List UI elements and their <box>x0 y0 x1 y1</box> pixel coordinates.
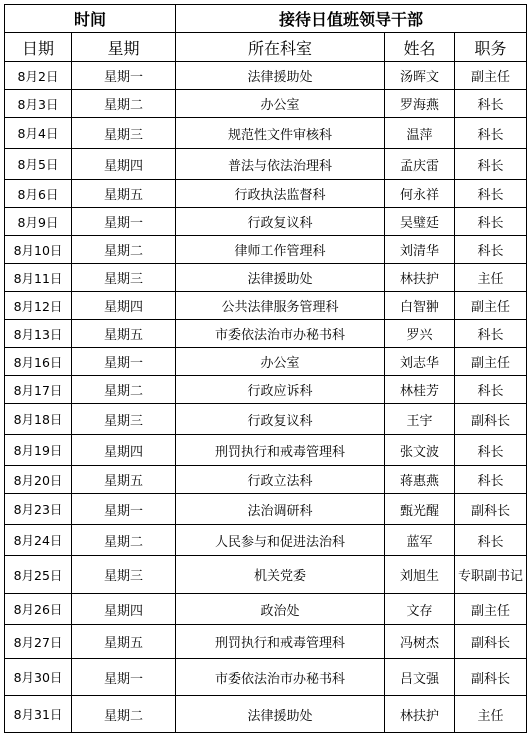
department-cell: 行政复议科 <box>176 208 385 236</box>
name-cell: 刘清华 <box>385 236 455 264</box>
title-cell: 科长 <box>455 236 527 264</box>
name-cell: 文存 <box>385 594 455 625</box>
name-cell: 温萍 <box>385 118 455 149</box>
table-row <box>5 435 527 466</box>
date-cell: 8月30日 <box>5 659 72 696</box>
table-row <box>5 696 527 733</box>
weekday-cell: 星期四 <box>72 292 176 320</box>
department-cell: 法律援助处 <box>176 62 385 90</box>
name-cell: 孟庆雷 <box>385 149 455 180</box>
weekday-cell: 星期二 <box>72 236 176 264</box>
title-cell: 主任 <box>455 696 527 733</box>
table-row <box>5 90 527 118</box>
weekday-cell: 星期五 <box>72 320 176 348</box>
weekday-cell: 星期四 <box>72 594 176 625</box>
title-cell: 科长 <box>455 466 527 494</box>
table-row <box>5 208 527 236</box>
date-cell: 8月3日 <box>5 90 72 118</box>
title-cell: 副主任 <box>455 292 527 320</box>
weekday-cell: 星期一 <box>72 208 176 236</box>
weekday-cell: 星期一 <box>72 348 176 376</box>
weekday-cell: 星期三 <box>72 404 176 435</box>
department-cell: 人民参与和促进法治科 <box>176 525 385 556</box>
weekday-cell: 星期二 <box>72 525 176 556</box>
date-cell: 8月10日 <box>5 236 72 264</box>
weekday-cell: 星期二 <box>72 90 176 118</box>
date-cell: 8月17日 <box>5 376 72 404</box>
date-cell: 8月5日 <box>5 149 72 180</box>
title-cell: 副主任 <box>455 348 527 376</box>
date-cell: 8月2日 <box>5 62 72 90</box>
date-column-header: 日期 <box>5 33 72 62</box>
date-cell: 8月27日 <box>5 625 72 659</box>
table-row <box>5 376 527 404</box>
title-cell: 科长 <box>455 376 527 404</box>
duty-leader-header: 接待日值班领导干部 <box>176 5 527 33</box>
date-cell: 8月16日 <box>5 348 72 376</box>
department-cell: 规范性文件审核科 <box>176 118 385 149</box>
department-cell: 行政复议科 <box>176 404 385 435</box>
department-cell: 办公室 <box>176 348 385 376</box>
name-cell: 张文波 <box>385 435 455 466</box>
title-cell: 副科长 <box>455 659 527 696</box>
department-cell: 法治调研科 <box>176 494 385 525</box>
department-cell: 机关党委 <box>176 556 385 594</box>
date-cell: 8月19日 <box>5 435 72 466</box>
time-header: 时间 <box>5 5 176 33</box>
department-cell: 法律援助处 <box>176 696 385 733</box>
title-cell: 科长 <box>455 180 527 208</box>
title-cell: 科长 <box>455 208 527 236</box>
name-cell: 甄光醒 <box>385 494 455 525</box>
name-cell: 汤晖文 <box>385 62 455 90</box>
table-row <box>5 320 527 348</box>
date-cell: 8月24日 <box>5 525 72 556</box>
header-row-columns <box>5 33 527 62</box>
weekday-column-header: 星期 <box>72 33 176 62</box>
department-cell: 法律援助处 <box>176 264 385 292</box>
table-row <box>5 348 527 376</box>
table-row <box>5 556 527 594</box>
table-row <box>5 659 527 696</box>
department-cell: 市委依法治市办秘书科 <box>176 659 385 696</box>
department-cell: 政治处 <box>176 594 385 625</box>
title-cell: 科长 <box>455 320 527 348</box>
name-cell: 蒋惠燕 <box>385 466 455 494</box>
table-row <box>5 180 527 208</box>
date-cell: 8月4日 <box>5 118 72 149</box>
title-cell: 副科长 <box>455 404 527 435</box>
department-cell: 办公室 <box>176 90 385 118</box>
schedule-rows <box>5 62 527 733</box>
name-cell: 白智翀 <box>385 292 455 320</box>
date-cell: 8月20日 <box>5 466 72 494</box>
title-column-header: 职务 <box>455 33 527 62</box>
weekday-cell: 星期一 <box>72 62 176 90</box>
department-cell: 公共法律服务管理科 <box>176 292 385 320</box>
date-cell: 8月31日 <box>5 696 72 733</box>
title-cell: 副科长 <box>455 494 527 525</box>
table-row <box>5 525 527 556</box>
name-cell: 林桂芳 <box>385 376 455 404</box>
table-row <box>5 62 527 90</box>
table-row <box>5 264 527 292</box>
department-cell: 刑罚执行和戒毒管理科 <box>176 625 385 659</box>
weekday-cell: 星期二 <box>72 696 176 733</box>
date-cell: 8月11日 <box>5 264 72 292</box>
weekday-cell: 星期五 <box>72 180 176 208</box>
title-cell: 副主任 <box>455 62 527 90</box>
name-cell: 罗海燕 <box>385 90 455 118</box>
name-cell: 何永祥 <box>385 180 455 208</box>
date-cell: 8月6日 <box>5 180 72 208</box>
name-cell: 刘志华 <box>385 348 455 376</box>
title-cell: 科长 <box>455 118 527 149</box>
name-cell: 吕文强 <box>385 659 455 696</box>
date-cell: 8月26日 <box>5 594 72 625</box>
table-row <box>5 494 527 525</box>
title-cell: 副科长 <box>455 625 527 659</box>
table-row <box>5 149 527 180</box>
weekday-cell: 星期一 <box>72 494 176 525</box>
table-row <box>5 625 527 659</box>
department-cell: 行政立法科 <box>176 466 385 494</box>
table-row <box>5 118 527 149</box>
department-cell: 普法与依法治理科 <box>176 149 385 180</box>
title-cell: 主任 <box>455 264 527 292</box>
title-cell: 科长 <box>455 435 527 466</box>
department-cell: 行政执法监督科 <box>176 180 385 208</box>
table-row <box>5 292 527 320</box>
name-cell: 林扶护 <box>385 264 455 292</box>
header-row-group <box>5 5 527 33</box>
date-cell: 8月9日 <box>5 208 72 236</box>
department-cell: 律师工作管理科 <box>176 236 385 264</box>
weekday-cell: 星期三 <box>72 264 176 292</box>
weekday-cell: 星期三 <box>72 118 176 149</box>
title-cell: 专职副书记 <box>455 556 527 594</box>
title-cell: 副主任 <box>455 594 527 625</box>
duty-schedule-table <box>4 4 527 733</box>
title-cell: 科长 <box>455 149 527 180</box>
weekday-cell: 星期一 <box>72 659 176 696</box>
title-cell: 科长 <box>455 525 527 556</box>
name-cell: 蓝军 <box>385 525 455 556</box>
name-cell: 王宇 <box>385 404 455 435</box>
department-column-header: 所在科室 <box>176 33 385 62</box>
date-cell: 8月13日 <box>5 320 72 348</box>
date-cell: 8月23日 <box>5 494 72 525</box>
department-cell: 市委依法治市办秘书科 <box>176 320 385 348</box>
date-cell: 8月18日 <box>5 404 72 435</box>
name-cell: 吴璧廷 <box>385 208 455 236</box>
department-cell: 行政应诉科 <box>176 376 385 404</box>
name-column-header: 姓名 <box>385 33 455 62</box>
table-row <box>5 236 527 264</box>
weekday-cell: 星期二 <box>72 376 176 404</box>
date-cell: 8月12日 <box>5 292 72 320</box>
weekday-cell: 星期四 <box>72 149 176 180</box>
name-cell: 刘旭生 <box>385 556 455 594</box>
name-cell: 冯树杰 <box>385 625 455 659</box>
title-cell: 科长 <box>455 90 527 118</box>
department-cell: 刑罚执行和戒毒管理科 <box>176 435 385 466</box>
name-cell: 罗兴 <box>385 320 455 348</box>
weekday-cell: 星期五 <box>72 625 176 659</box>
weekday-cell: 星期四 <box>72 435 176 466</box>
table-row <box>5 404 527 435</box>
weekday-cell: 星期三 <box>72 556 176 594</box>
table-row <box>5 466 527 494</box>
date-cell: 8月25日 <box>5 556 72 594</box>
weekday-cell: 星期五 <box>72 466 176 494</box>
name-cell: 林扶护 <box>385 696 455 733</box>
table-row <box>5 594 527 625</box>
